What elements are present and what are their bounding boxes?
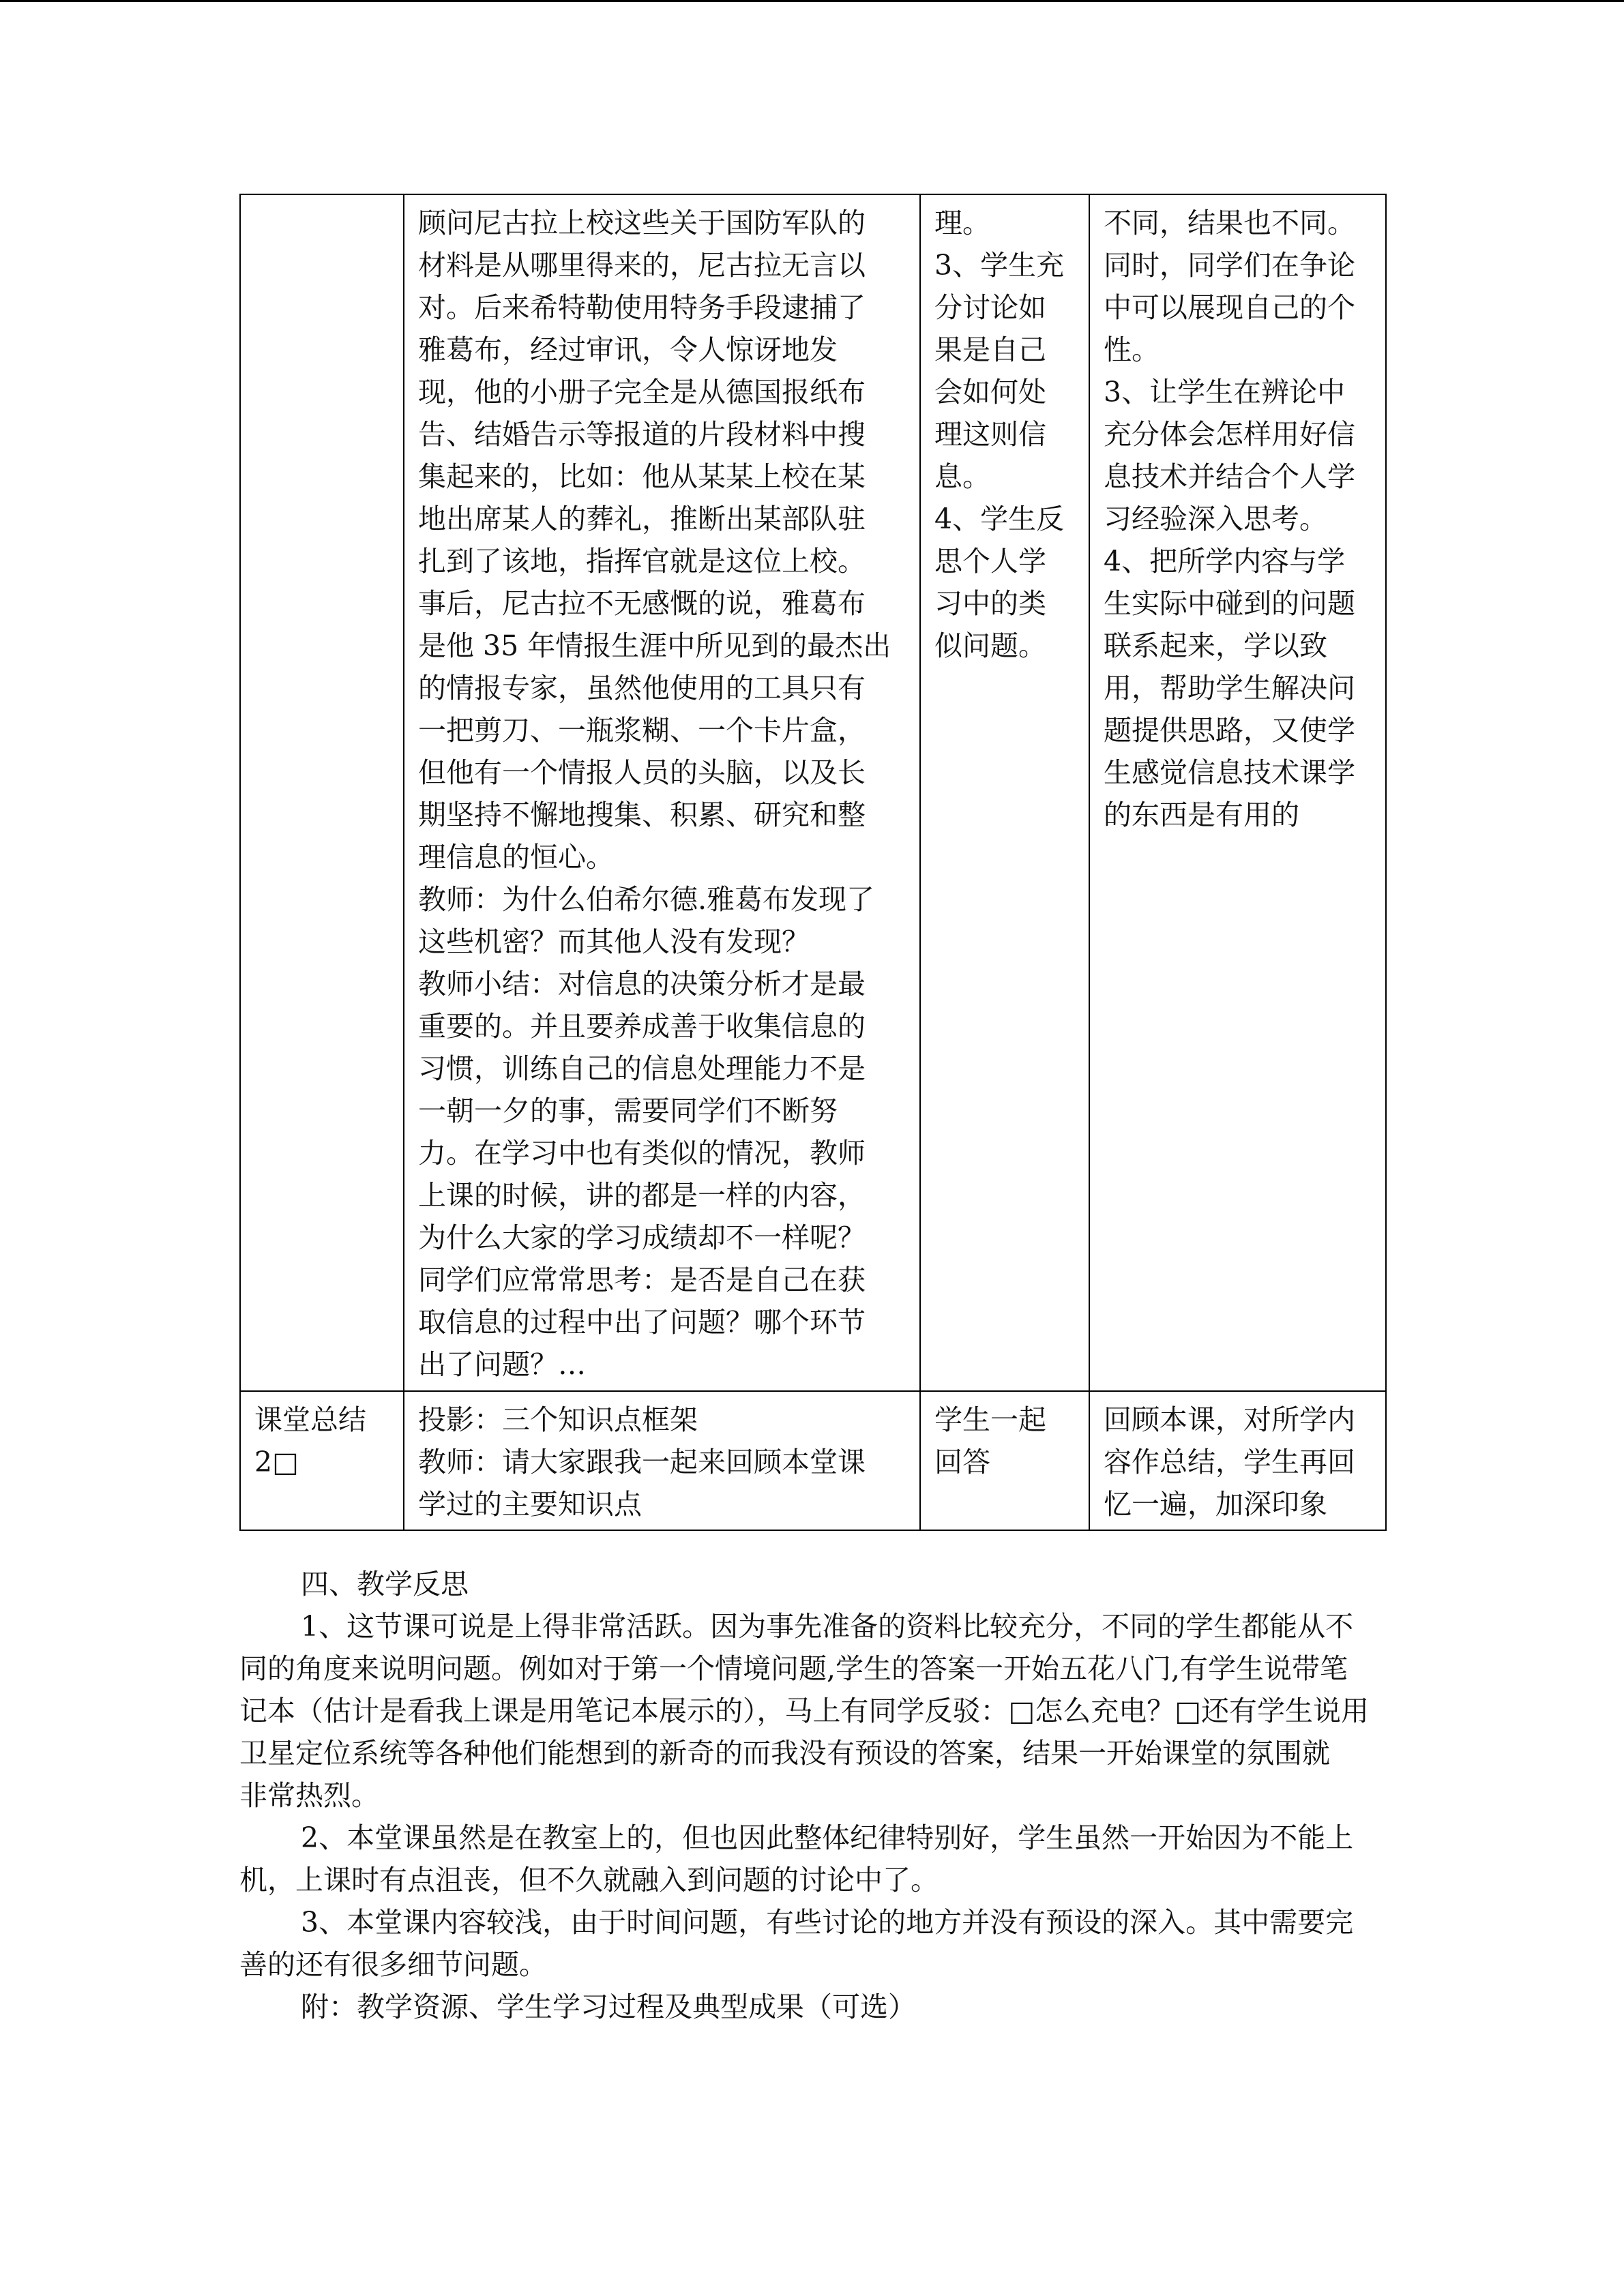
student-activity-cell bbox=[920, 1391, 1089, 1530]
text-line: 中可以展现自己的个 bbox=[1104, 291, 1355, 324]
text-line: 学生一起 bbox=[934, 1403, 1046, 1436]
text-line: 2、本堂课虽然是在教室上的，但也因此整体纪律特别好，学生虽然一开始因为不能上 bbox=[301, 1821, 1354, 1854]
appendix-line: 附：教学资源、学生学习过程及典型成果（可选） bbox=[301, 1991, 916, 2023]
text-line: 理。 bbox=[934, 207, 990, 239]
teacher-activity-cell bbox=[404, 1391, 920, 1530]
page-top-border bbox=[0, 0, 1624, 2]
text-line: 一朝一夕的事，需要同学们不断努 bbox=[418, 1094, 838, 1127]
teaching-reflection-section bbox=[239, 1563, 1385, 2028]
table-row bbox=[240, 1391, 1386, 1530]
text-line: 学过的主要知识点 bbox=[418, 1488, 642, 1521]
text-line: 雅葛布，经过审讯，令人惊讶地发 bbox=[418, 333, 838, 366]
text-line: 出了问题？… bbox=[418, 1348, 586, 1381]
text-line: 理信息的恒心。 bbox=[418, 841, 614, 874]
text-line: 扎到了该地，指挥官就是这位上校。 bbox=[418, 545, 866, 578]
stage-cell bbox=[240, 194, 404, 1391]
text-line: 善的还有很多细节问题。 bbox=[239, 1948, 547, 1981]
text-line: 重要的。并且要养成善于收集信息的 bbox=[418, 1010, 866, 1043]
design-intent-cell bbox=[1089, 194, 1386, 1391]
text-line: 联系起来，学以致 bbox=[1104, 629, 1327, 662]
text-line: 忆一遍，加深印象 bbox=[1104, 1488, 1327, 1521]
text-line: 非常热烈。 bbox=[239, 1779, 379, 1812]
text-line: 思个人学 bbox=[934, 545, 1046, 578]
text-line: 息技术并结合个人学 bbox=[1104, 460, 1355, 493]
text-line: 息。 bbox=[934, 460, 990, 493]
text-line: 似问题。 bbox=[934, 629, 1046, 662]
text-line: 3、学生充 bbox=[934, 249, 1065, 282]
lesson-plan-table bbox=[239, 194, 1387, 1531]
text-line: 习中的类 bbox=[934, 587, 1046, 620]
text-line: 事后，尼古拉不无感慨的说，雅葛布 bbox=[418, 587, 866, 620]
text-line: 记本（估计是看我上课是用笔记本展示的），马上有同学反驳：□怎么充电？□还有学生说用 bbox=[239, 1695, 1369, 1727]
text-line: 教师：为什么伯希尔德.雅葛布发现了 bbox=[418, 883, 875, 916]
text-line: 3、让学生在辨论中 bbox=[1104, 376, 1346, 408]
text-line: 机，上课时有点沮丧，但不久就融入到问题的讨论中了。 bbox=[239, 1864, 939, 1896]
design-intent-cell bbox=[1089, 1391, 1386, 1530]
text-line: 取信息的过程中出了问题？哪个环节 bbox=[418, 1306, 866, 1339]
text-line: 习经验深入思考。 bbox=[1104, 503, 1327, 535]
text-line: 习惯，训练自己的信息处理能力不是 bbox=[418, 1052, 866, 1085]
text-line: 理这则信 bbox=[934, 418, 1046, 451]
text-line: 容作总结，学生再回 bbox=[1104, 1446, 1355, 1478]
text-line: 这些机密？而其他人没有发现？ bbox=[418, 925, 810, 958]
text-line: 充分体会怎样用好信 bbox=[1104, 418, 1355, 451]
text-line: 会如何处 bbox=[934, 376, 1046, 408]
text-line: 的情报专家，虽然他使用的工具只有 bbox=[418, 672, 866, 704]
text-line: 生实际中碰到的问题 bbox=[1104, 587, 1355, 620]
table-row bbox=[240, 194, 1386, 1391]
text-line: 果是自己 bbox=[934, 333, 1046, 366]
text-line: 题提供思路，又使学 bbox=[1104, 714, 1355, 747]
text-line: 性。 bbox=[1104, 333, 1160, 366]
text-line: 告、结婚告示等报道的片段材料中搜 bbox=[418, 418, 866, 451]
text-line: 一把剪刀、一瓶浆糊、一个卡片盒， bbox=[418, 714, 866, 747]
text-line: 4、把所学内容与学 bbox=[1104, 545, 1346, 578]
text-line: 教师小结：对信息的决策分析才是最 bbox=[418, 968, 866, 1000]
text-line: 地出席某人的葬礼，推断出某部队驻 bbox=[418, 503, 866, 535]
student-activity-cell bbox=[920, 194, 1089, 1391]
text-line: 2□ bbox=[254, 1446, 299, 1478]
text-line: 卫星定位系统等各种他们能想到的新奇的而我没有预设的答案，结果一开始课堂的氛围就 bbox=[239, 1737, 1330, 1770]
text-line: 的东西是有用的 bbox=[1104, 799, 1299, 831]
text-line: 不同，结果也不同。 bbox=[1104, 207, 1355, 239]
text-line: 3、本堂课内容较浅，由于时间问题，有些讨论的地方并没有预设的深入。其中需要完 bbox=[301, 1906, 1354, 1939]
teacher-activity-cell bbox=[404, 194, 920, 1391]
section-heading: 四、教学反思 bbox=[301, 1568, 469, 1600]
reflection-paragraph-1 bbox=[239, 1605, 1385, 1817]
text-line: 用，帮助学生解决问 bbox=[1104, 672, 1355, 704]
text-line: 是他 35 年情报生涯中所见到的最杰出 bbox=[418, 629, 891, 662]
text-line: 期坚持不懈地搜集、积累、研究和整 bbox=[418, 799, 866, 831]
text-line: 力。在学习中也有类似的情况，教师 bbox=[418, 1137, 866, 1169]
text-line: 4、学生反 bbox=[934, 503, 1065, 535]
text-line: 1、这节课可说是上得非常活跃。因为事先准备的资料比较充分，不同的学生都能从不 bbox=[301, 1610, 1354, 1643]
text-line: 对。后来希特勒使用特务手段逮捕了 bbox=[418, 291, 866, 324]
text-line: 课堂总结 bbox=[254, 1403, 366, 1436]
text-line: 同时，同学们在争论 bbox=[1104, 249, 1355, 282]
text-line: 上课的时候，讲的都是一样的内容， bbox=[418, 1179, 866, 1212]
text-line: 现，他的小册子完全是从德国报纸布 bbox=[418, 376, 866, 408]
text-line: 教师：请大家跟我一起来回顾本堂课 bbox=[418, 1446, 866, 1478]
text-line: 分讨论如 bbox=[934, 291, 1046, 324]
text-line: 但他有一个情报人员的头脑，以及长 bbox=[418, 756, 866, 789]
text-line: 顾问尼古拉上校这些关于国防军队的 bbox=[418, 207, 866, 239]
reflection-paragraph-2 bbox=[239, 1817, 1385, 1901]
text-line: 回顾本课，对所学内 bbox=[1104, 1403, 1355, 1436]
text-line: 材料是从哪里得来的，尼古拉无言以 bbox=[418, 249, 866, 282]
text-line: 回答 bbox=[934, 1446, 990, 1478]
text-line: 同学们应常常思考：是否是自己在获 bbox=[418, 1264, 866, 1296]
text-line: 为什么大家的学习成绩却不一样呢？ bbox=[418, 1221, 866, 1254]
text-line: 集起来的，比如：他从某某上校在某 bbox=[418, 460, 866, 493]
text-line: 同的角度来说明问题。例如对于第一个情境问题,学生的答案一开始五花八门,有学生说带笔 bbox=[239, 1652, 1348, 1685]
text-line: 投影：三个知识点框架 bbox=[418, 1403, 698, 1436]
reflection-paragraph-3 bbox=[239, 1901, 1385, 1986]
stage-cell bbox=[240, 1391, 404, 1530]
text-line: 生感觉信息技术课学 bbox=[1104, 756, 1355, 789]
